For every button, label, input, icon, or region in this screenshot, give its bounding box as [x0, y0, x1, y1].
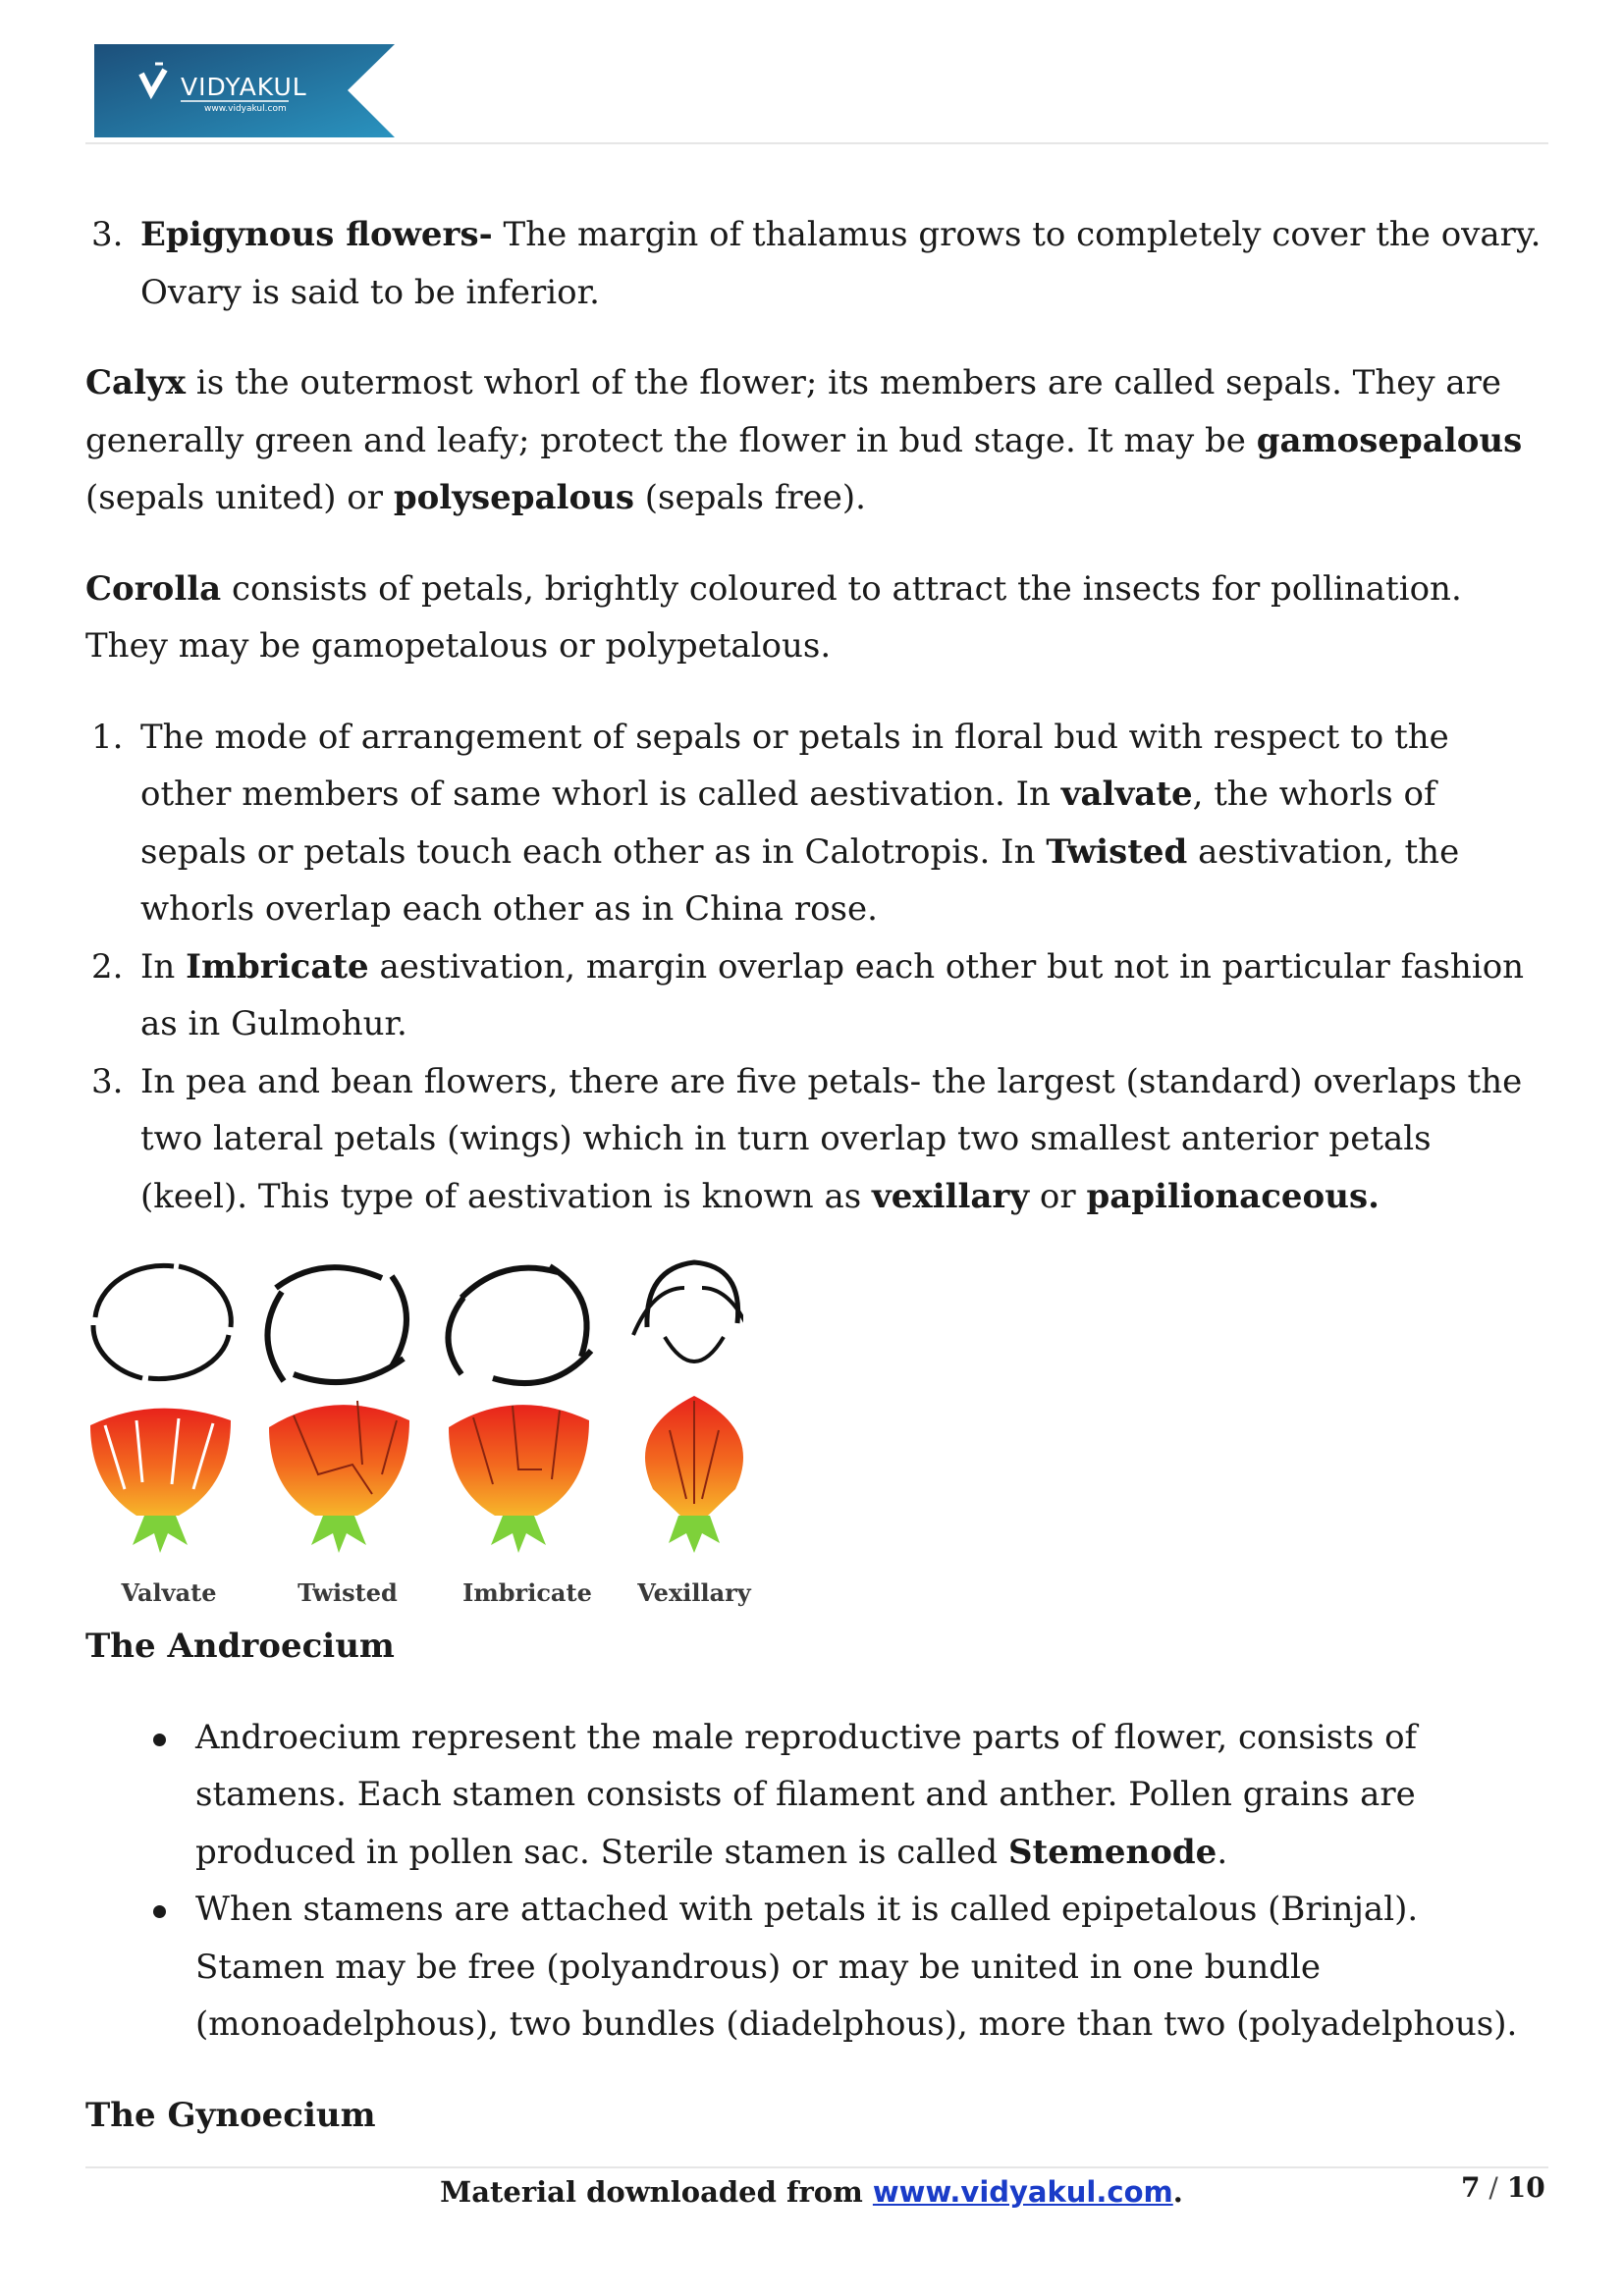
- footer-link[interactable]: www.vidyakul.com: [872, 2175, 1173, 2209]
- list-item-vexillary: [85, 1053, 1548, 1226]
- heading-androecium: The Androecium: [85, 1627, 395, 1666]
- bullet-icon: [153, 1905, 166, 1918]
- bullet-text: Androecium represent the male reproductive parts of flower, consists of stamens. Each stamen consists of filament and anther. Pollen grains are produced in pollen sac. Sterile stamen is called: [195, 1717, 1418, 1872]
- imbricate-diagram: [448, 1266, 591, 1553]
- term-imbricate: Imbricate: [186, 946, 369, 987]
- logo-url: www.vidyakul.com: [204, 104, 287, 114]
- list-text: The mode of arrangement of sepals or petals in floral bud with respect to the other members of same whorl is called aestivation. In: [140, 717, 1449, 814]
- term-polysepalous: polysepalous: [393, 478, 634, 517]
- bullet-item: [85, 1709, 1548, 1882]
- list-number: 1.: [91, 717, 124, 757]
- aestivation-diagram: [85, 1258, 743, 1582]
- term-stemenode: Stemenode: [1008, 1832, 1217, 1872]
- list-text: In: [140, 946, 187, 987]
- corolla-text: consists of petals, brightly coloured to attract the insects for pollination. They may be gamopetalous or polypetalous.: [85, 568, 1462, 666]
- term-corolla: Corolla: [85, 568, 222, 609]
- logo-banner: [94, 44, 395, 137]
- list-number: 2.: [91, 946, 124, 987]
- list-text: or: [1029, 1176, 1087, 1216]
- term-valvate: valvate: [1060, 774, 1193, 814]
- androecium-list: [85, 1709, 1548, 2054]
- list-item-imbricate: [85, 938, 1548, 1053]
- list-text: aestivation, the whorls overlap each other as in China rose.: [140, 831, 1460, 929]
- term-calyx: Calyx: [85, 363, 187, 402]
- list-item-aestivation: [85, 709, 1548, 938]
- list-item-epigynous: [85, 206, 1548, 321]
- valvate-diagram: [90, 1265, 231, 1553]
- page-current: 7: [1461, 2171, 1481, 2204]
- term-epigynous: Epigynous flowers-: [140, 215, 493, 254]
- footer-period: .: [1172, 2175, 1183, 2209]
- page-separator: /: [1488, 2171, 1498, 2204]
- figure-label-valvate: Valvate: [121, 1578, 217, 1607]
- bullet-text: .: [1217, 1832, 1228, 1872]
- term-vexillary: vexillary: [872, 1176, 1030, 1216]
- footer-text: Material downloaded from: [440, 2175, 873, 2209]
- list-text: aestivation, margin overlap each other but not in particular fashion as in Gulmohur.: [140, 946, 1525, 1043]
- heading-gynoecium: The Gynoecium: [85, 2095, 376, 2135]
- page-number: [1461, 2168, 1545, 2208]
- calyx-text: is the outermost whorl of the flower; its members are called sepals. They are generally green and leafy; protect the flower in bud stage. It may be: [85, 363, 1502, 460]
- epigynous-text: The margin of thalamus grows to completely cover the ovary. Ovary is said to be inferior.: [140, 215, 1542, 312]
- bullet-icon: [153, 1734, 166, 1746]
- footer-divider: [85, 2166, 1548, 2168]
- page-content: [85, 206, 1548, 2177]
- placentation-list-continued: [85, 206, 1548, 321]
- list-text: In pea and bean flowers, there are five petals- the largest (standard) overlaps the two lateral petals (wings) which in turn overlap two smallest anterior petals (keel). This type of aestivation is known as: [140, 1061, 1523, 1216]
- twisted-diagram: [267, 1267, 409, 1553]
- header-divider: [85, 142, 1548, 144]
- figure-label-twisted: Twisted: [298, 1578, 398, 1607]
- aestivation-list: [85, 709, 1548, 1226]
- aestivation-figure: [85, 1258, 751, 1607]
- paragraph-calyx: [85, 354, 1548, 527]
- vexillary-diagram: [633, 1262, 743, 1553]
- bullet-item: [85, 1881, 1548, 2054]
- calyx-text: (sepals united) or: [85, 478, 394, 517]
- term-papilionaceous: papilionaceous.: [1086, 1176, 1380, 1216]
- logo-text: VIDYAKUL: [181, 73, 307, 101]
- term-gamosepalous: gamosepalous: [1256, 420, 1523, 460]
- vidyakul-logo[interactable]: [94, 44, 395, 137]
- calyx-text: (sepals free).: [633, 478, 866, 517]
- page-total: 10: [1506, 2171, 1545, 2204]
- paragraph-corolla: [85, 561, 1548, 675]
- bullet-text: When stamens are attached with petals it is called epipetalous (Brinjal). Stamen may be free (polyandrous) or may be united in one bundle (monoadelphous), two bundles (diadelphous), more than two (polyadelphous).: [195, 1890, 1518, 2044]
- figure-label-imbricate: Imbricate: [462, 1578, 592, 1607]
- term-twisted: Twisted: [1046, 831, 1188, 872]
- list-text: , the whorls of sepals or petals touch each other as in Calotropis. In: [140, 774, 1436, 872]
- footer: [0, 2172, 1623, 2212]
- figure-label-vexillary: Vexillary: [637, 1578, 751, 1607]
- list-number: 3.: [91, 1061, 124, 1101]
- list-number: 3.: [91, 215, 124, 254]
